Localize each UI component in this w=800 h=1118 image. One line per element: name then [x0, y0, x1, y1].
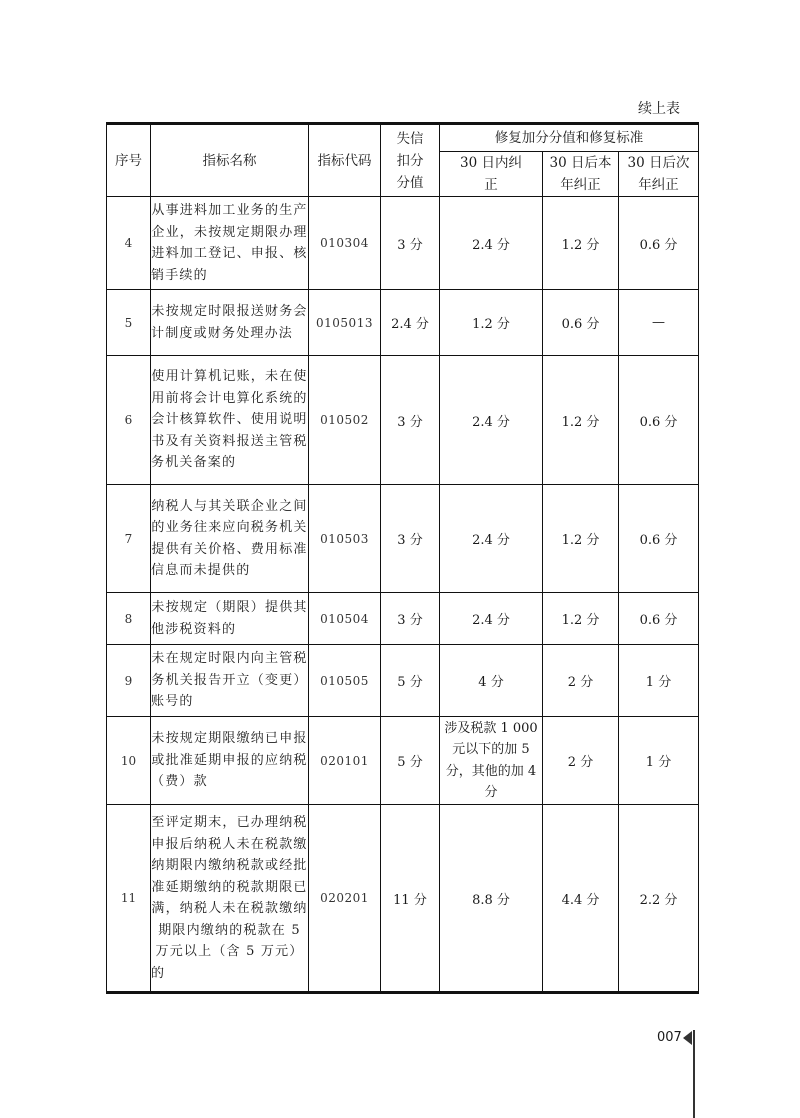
row-after30-next-year: 0.6 分: [619, 197, 699, 290]
table-row: [107, 356, 699, 485]
row-seq: 10: [107, 717, 151, 805]
row-deduct: 5 分: [381, 717, 440, 805]
header-code: 指标代码: [309, 124, 381, 197]
page-marker-arrow-icon: [683, 1031, 692, 1045]
row-after30-next-year: 1 分: [619, 717, 699, 805]
header-after30-next-year: 30 日后次年纠正: [619, 152, 699, 197]
row-after30-this-year: 1.2 分: [543, 485, 619, 593]
header-within30: 30 日内纠正: [440, 152, 543, 197]
row-seq: 5: [107, 290, 151, 356]
header-deduct: 失信扣分分值: [381, 124, 440, 197]
row-seq: 4: [107, 197, 151, 290]
page-number: 007: [657, 1030, 682, 1045]
header-seq: 序号: [107, 124, 151, 197]
row-code: 020101: [309, 717, 381, 805]
row-deduct: 2.4 分: [381, 290, 440, 356]
row-after30-next-year: 0.6 分: [619, 485, 699, 593]
row-code: 010503: [309, 485, 381, 593]
row-after30-next-year: 0.6 分: [619, 356, 699, 485]
row-within30: 涉及税款 1 000 元以下的加 5 分，其他的加 4 分: [440, 717, 543, 805]
row-after30-this-year: 1.2 分: [543, 197, 619, 290]
row-after30-this-year: 4.4 分: [543, 805, 619, 993]
header-name: 指标名称: [151, 124, 309, 197]
row-seq: 9: [107, 645, 151, 717]
row-name: 从事进料加工业务的生产企业，未按规定期限办理进料加工登记、申报、核销手续的: [151, 197, 309, 290]
row-after30-next-year: 2.2 分: [619, 805, 699, 993]
row-after30-this-year: 0.6 分: [543, 290, 619, 356]
row-code: 020201: [309, 805, 381, 993]
row-seq: 6: [107, 356, 151, 485]
row-after30-next-year: 0.6 分: [619, 593, 699, 645]
row-name: 使用计算机记账，未在使用前将会计电算化系统的会计核算软件、使用说明书及有关资料报送主管税务机关备案的: [151, 356, 309, 485]
row-within30: 2.4 分: [440, 593, 543, 645]
row-deduct: 3 分: [381, 593, 440, 645]
row-name: 未按规定期限缴纳已申报或批准延期申报的应纳税（费）款: [151, 717, 309, 805]
row-deduct: 3 分: [381, 485, 440, 593]
row-after30-this-year: 2 分: [543, 645, 619, 717]
row-seq: 11: [107, 805, 151, 993]
table-row: [107, 805, 699, 993]
row-seq: 7: [107, 485, 151, 593]
row-within30: 1.2 分: [440, 290, 543, 356]
row-seq: 8: [107, 593, 151, 645]
row-after30-next-year: 1 分: [619, 645, 699, 717]
table-row: [107, 197, 699, 290]
row-deduct: 11 分: [381, 805, 440, 993]
table-row: [107, 290, 699, 356]
row-deduct: 3 分: [381, 356, 440, 485]
row-after30-next-year: —: [619, 290, 699, 356]
header-repair-group: 修复加分分值和修复标准: [440, 124, 699, 152]
table-row: [107, 717, 699, 805]
row-within30: 8.8 分: [440, 805, 543, 993]
row-within30: 2.4 分: [440, 485, 543, 593]
row-after30-this-year: 2 分: [543, 717, 619, 805]
page-edge-rule: [693, 1030, 695, 1118]
header-after30-this-year: 30 日后本年纠正: [543, 152, 619, 197]
row-within30: 2.4 分: [440, 356, 543, 485]
continued-label: 续上表: [638, 101, 680, 117]
row-name: 未按规定（期限）提供其他涉税资料的: [151, 593, 309, 645]
table-row: [107, 593, 699, 645]
row-code: 010505: [309, 645, 381, 717]
table-row: [107, 485, 699, 593]
row-deduct: 3 分: [381, 197, 440, 290]
row-code: 010504: [309, 593, 381, 645]
row-code: 0105013: [309, 290, 381, 356]
row-name: 未按规定时限报送财务会计制度或财务处理办法: [151, 290, 309, 356]
row-after30-this-year: 1.2 分: [543, 356, 619, 485]
row-name: 至评定期末，已办理纳税申报后纳税人未在税款缴纳期限内缴纳税款或经批准延期缴纳的税款期限已满，纳税人未在税款缴纳期限内缴纳的税款在 5 万元以上（含 5 万元）的: [151, 805, 309, 993]
row-name: 未在规定时限内向主管税务机关报告开立（变更）账号的: [151, 645, 309, 717]
table-row: [107, 645, 699, 717]
row-within30: 4 分: [440, 645, 543, 717]
row-code: 010304: [309, 197, 381, 290]
row-name: 纳税人与其关联企业之间的业务往来应向税务机关提供有关价格、费用标准信息而未提供的: [151, 485, 309, 593]
row-within30: 2.4 分: [440, 197, 543, 290]
row-after30-this-year: 1.2 分: [543, 593, 619, 645]
row-code: 010502: [309, 356, 381, 485]
row-deduct: 5 分: [381, 645, 440, 717]
credit-repair-table: [106, 122, 699, 994]
